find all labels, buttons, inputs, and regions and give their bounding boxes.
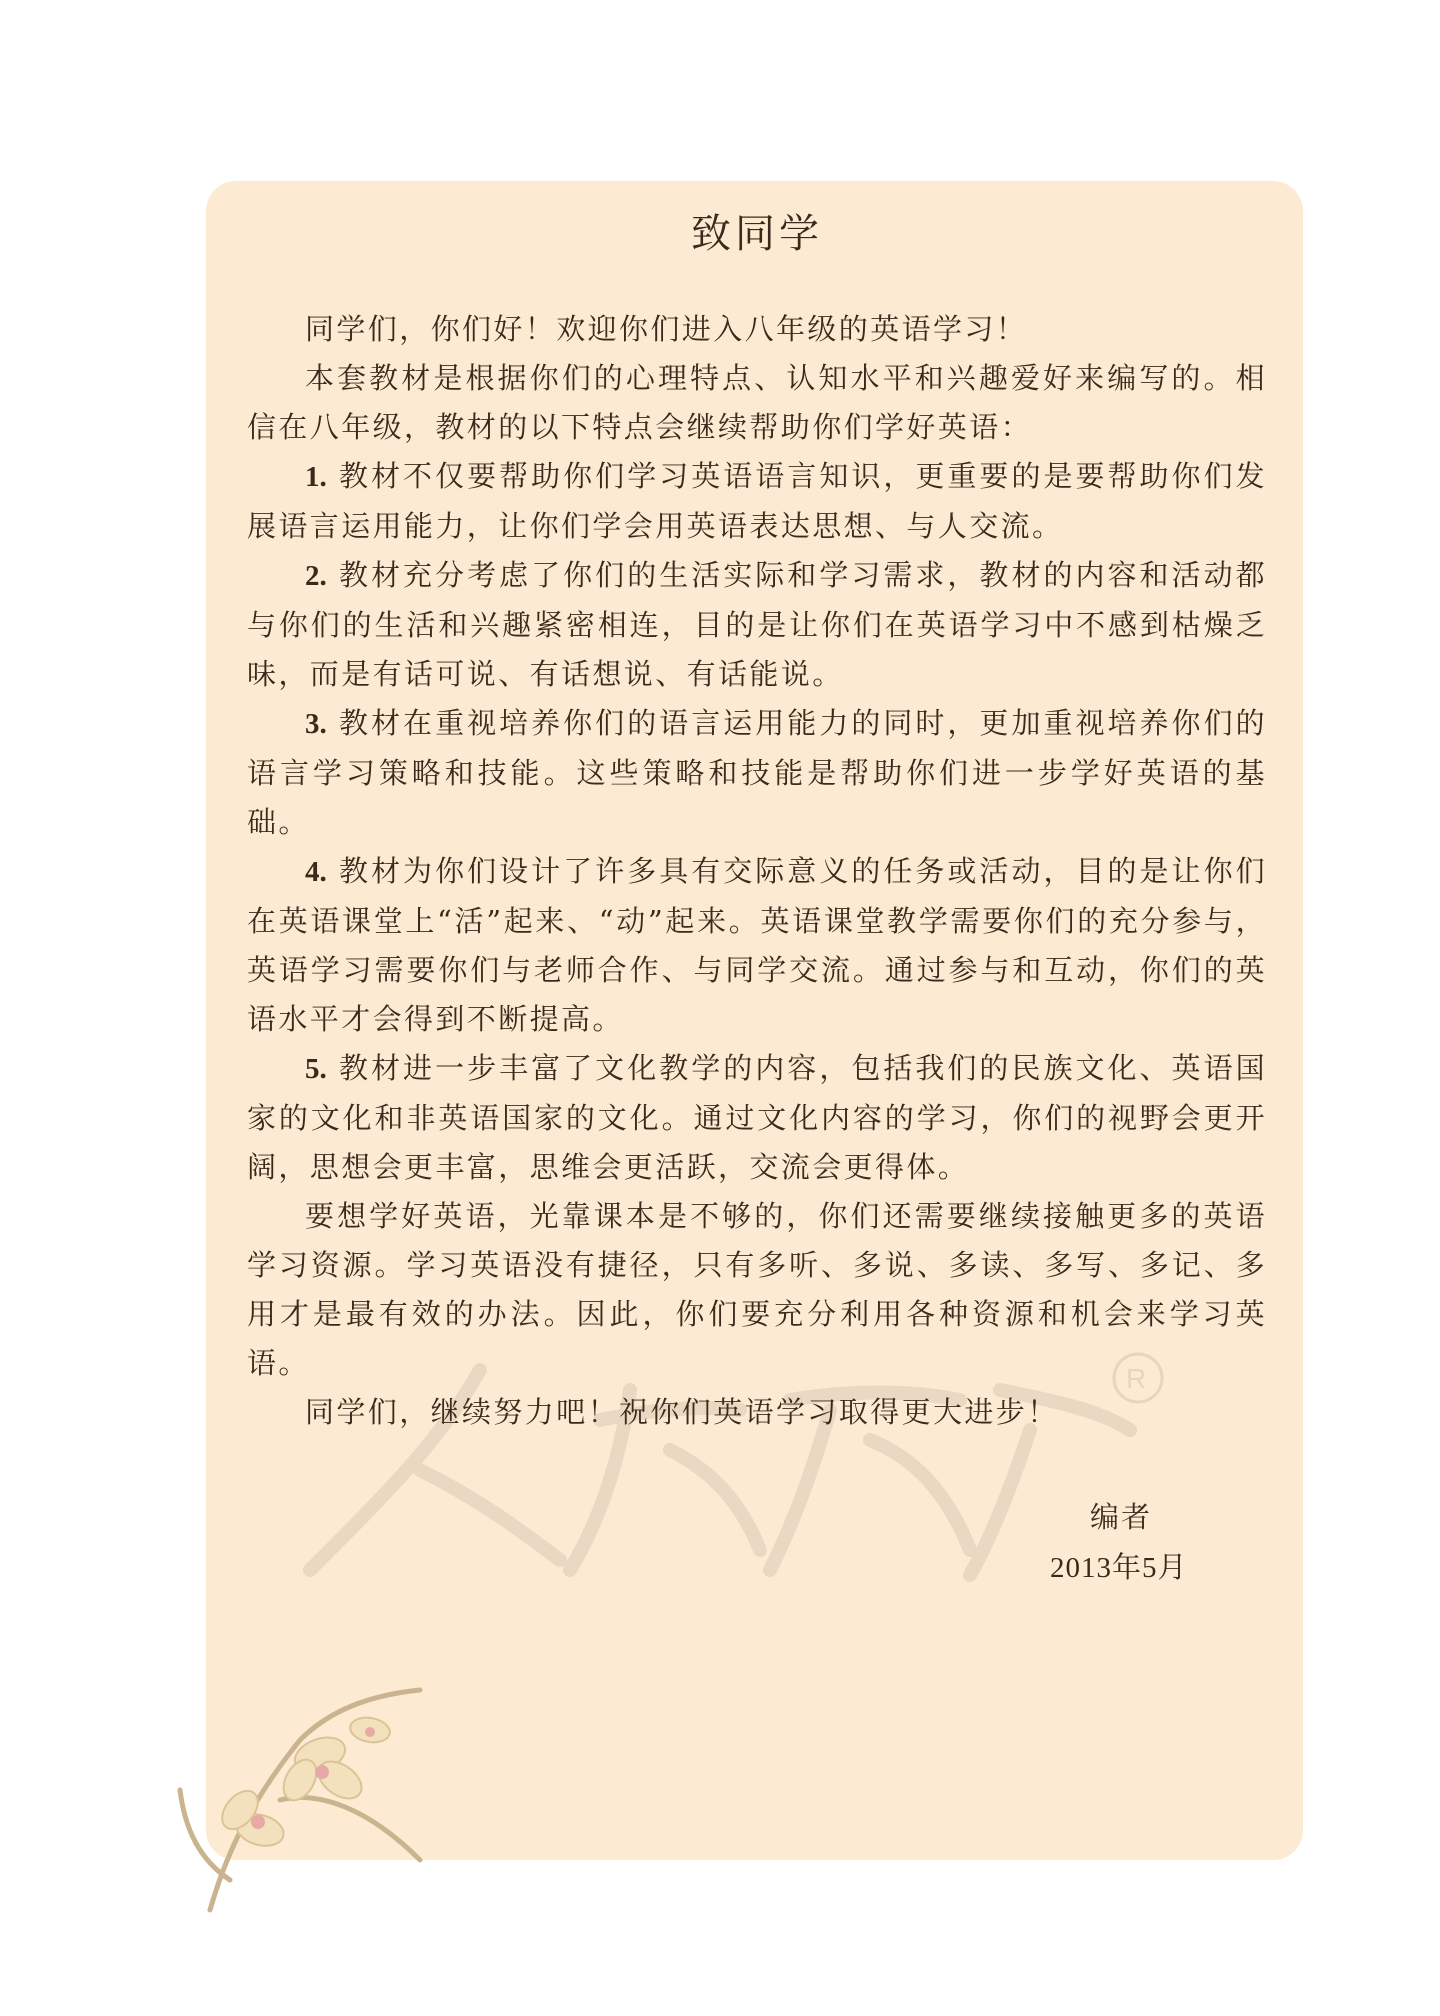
orchid-decoration-icon [170, 1660, 450, 1920]
paragraph-text: 教材充分考虑了你们的生活实际和学习需求，教材的内容和活动都与你们的生活和兴趣紧密相连，目的是让你们在英语学习中不感到枯燥乏味，而是有话可说、有话想说、有话能说。 [247, 558, 1267, 691]
paragraph-text: 同学们，继续努力吧！祝你们英语学习取得更大进步！ [305, 1395, 1059, 1429]
paragraph [247, 1192, 1267, 1388]
paragraph-text: 教材为你们设计了许多具有交际意义的任务或活动，目的是让你们在英语课堂上“活”起来、“动”起来。英语课堂教学需要你们的充分参与，英语学习需要你们与老师合作、与同学交流。通过参与和互动，你们的英语水平才会得到不断提高。 [247, 854, 1267, 1036]
numbered-paragraph [247, 452, 1267, 551]
paragraph-number: 2. [305, 560, 327, 592]
svg-text:R: R [1126, 1363, 1147, 1394]
paragraph-text: 要想学好英语，光靠课本是不够的，你们还需要继续接触更多的英语学习资源。学习英语没有捷径，只有多听、多说、多读、多写、多记、多用才是最有效的办法。因此，你们要充分利用各种资源和机会来学习英语。 [247, 1199, 1267, 1380]
signature-editor: 编者 [1090, 1500, 1153, 1534]
numbered-paragraph [247, 699, 1267, 847]
paragraph-text: 本套教材是根据你们的心理特点、认知水平和兴趣爱好来编写的。相信在八年级，教材的以下特点会继续帮助你们学好英语： [247, 361, 1267, 444]
numbered-paragraph [247, 551, 1267, 699]
numbered-paragraph [247, 1044, 1267, 1192]
paragraph [247, 1388, 1267, 1437]
paragraph [247, 305, 1267, 354]
letter-title: 致同学 [691, 211, 823, 257]
paragraph-number: 5. [305, 1053, 327, 1085]
signature-date: 2013年5月 [1050, 1552, 1188, 1584]
paragraph-text: 教材进一步丰富了文化教学的内容，包括我们的民族文化、英语国家的文化和非英语国家的文化。通过文化内容的学习，你们的视野会更开阔，思想会更丰富，思维会更活跃，交流会更得体。 [247, 1051, 1267, 1184]
paragraph-text: 教材不仅要帮助你们学习英语语言知识，更重要的是要帮助你们发展语言运用能力，让你们学会用英语表达思想、与人交流。 [247, 459, 1267, 543]
numbered-paragraph [247, 847, 1267, 1044]
paragraph-text: 教材在重视培养你们的语言运用能力的同时，更加重视培养你们的语言学习策略和技能。这些策略和技能是帮助你们进一步学好英语的基础。 [247, 706, 1267, 839]
paragraph-number: 4. [305, 856, 327, 888]
paragraph-number: 3. [305, 708, 327, 740]
paragraph-number: 1. [305, 461, 327, 493]
paragraph-text: 同学们，你们好！欢迎你们进入八年级的英语学习！ [305, 312, 1028, 346]
paragraph [247, 354, 1267, 452]
letter-content [247, 207, 1267, 1437]
